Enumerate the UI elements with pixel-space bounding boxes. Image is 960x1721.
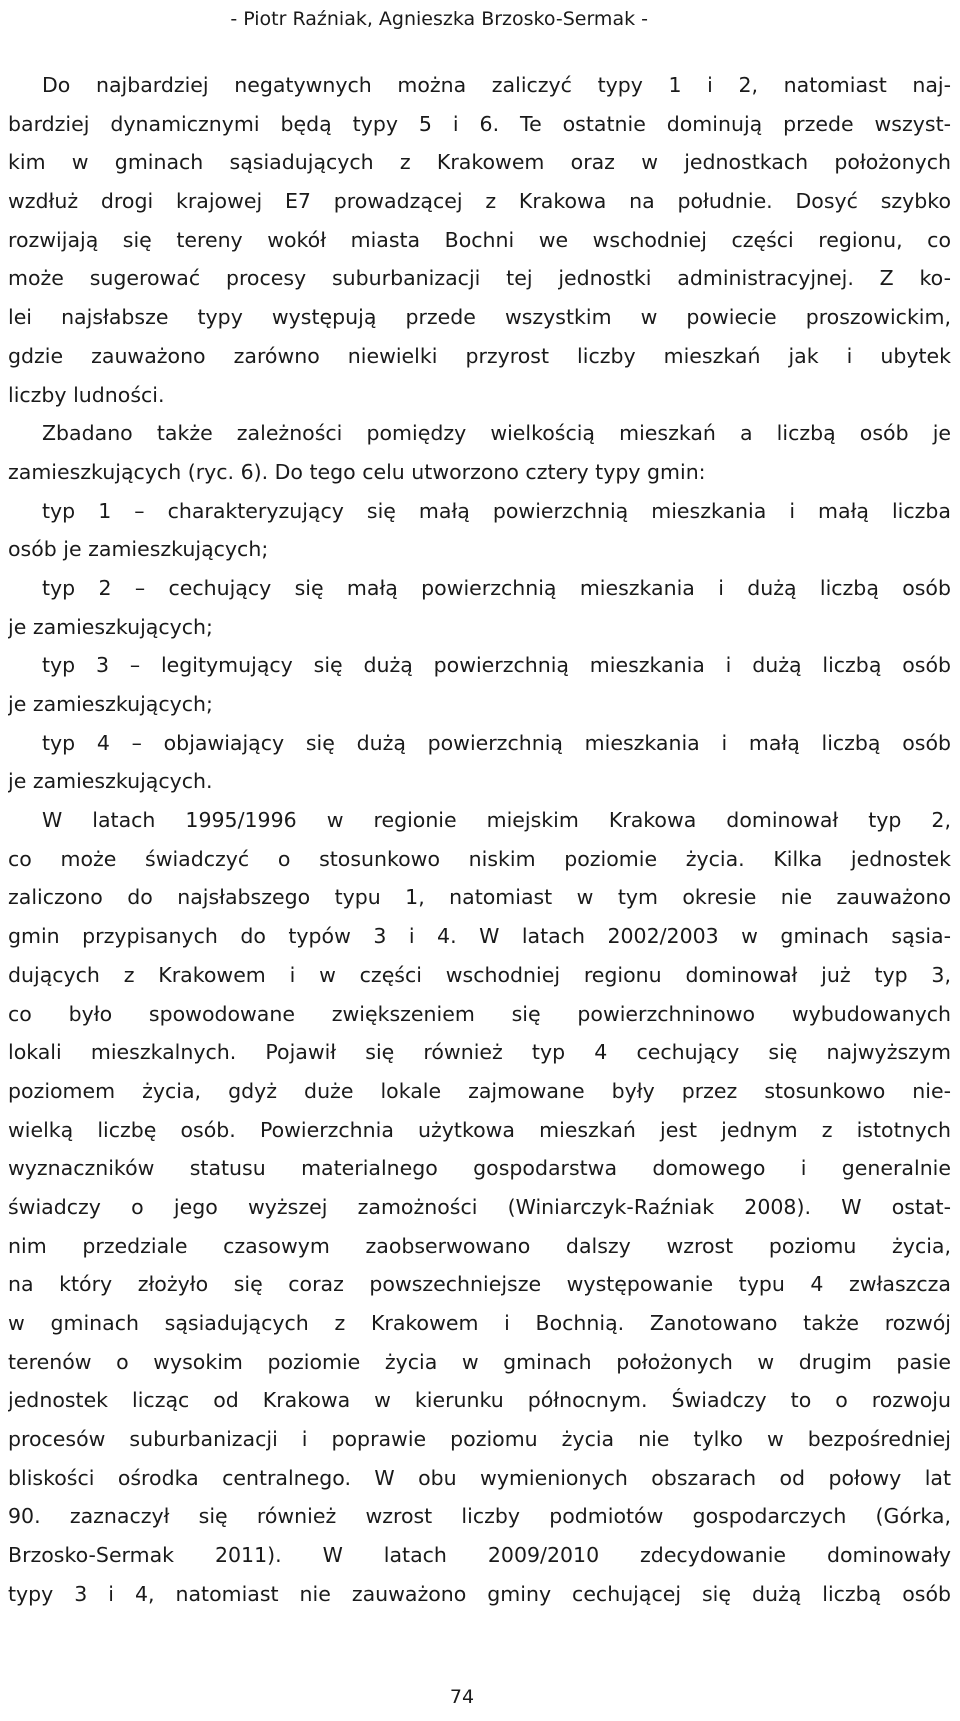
text-line: w gminach sąsiadujących z Krakowem i Bochnią. Zanotowano także rozwój: [8, 1311, 951, 1335]
text-line: Do najbardziej negatywnych można zaliczyć typy 1 i 2, natomiast naj-: [42, 73, 951, 97]
text-line: na który złożyło się coraz powszechniejsze występowanie typu 4 zwłaszcza: [8, 1272, 951, 1297]
text-line: poziomem życia, gdyż duże lokale zajmowane były przez stosunkowo nie-: [8, 1078, 951, 1103]
text-line: gmin przypisanych do typów 3 i 4. W latach 2002/2003 w gminach sąsia-: [8, 924, 951, 949]
text-line: 90. zaznaczył się również wzrost liczby podmiotów gospodarczych (Górka,: [8, 1504, 951, 1529]
text-line: nim przedziale czasowym zaobserwowano dalszy wzrost poziomu życia,: [8, 1233, 951, 1258]
text-line: rozwijają się tereny wokół miasta Bochni we wschodniej części regionu, co: [8, 227, 951, 252]
text-line: lokali mieszkalnych. Pojawił się również typ 4 cechujący się najwyższym: [8, 1040, 951, 1065]
text-line: liczby ludności.: [8, 382, 165, 407]
text-line: osób je zamieszkujących;: [8, 537, 269, 562]
text-line: wyznaczników statusu materialnego gospodarstwa domowego i generalnie: [8, 1156, 951, 1181]
text-line: może sugerować procesy suburbanizacji tej jednostki administracyjnej. Z ko-: [8, 266, 951, 291]
text-line: co może świadczyć o stosunkowo niskim poziomie życia. Kilka jednostek: [8, 846, 951, 871]
running-head: [0, 0, 960, 44]
text-line: W latach 1995/1996 w regionie miejskim Krakowa dominował typ 2,: [42, 808, 951, 833]
text-line: co było spowodowane zwiększeniem się powierzchninowo wybudowanych: [8, 1001, 951, 1026]
text-line: zaliczono do najsłabszego typu 1, natomiast w tym okresie nie zauważono: [8, 885, 951, 910]
text-line: typy 3 i 4, natomiast nie zauważono gminy cechującej się dużą liczbą osób: [8, 1581, 951, 1606]
text-line: procesów suburbanizacji i poprawie poziomu życia nie tylko w bezpośredniej: [8, 1427, 951, 1452]
page-number: 74: [449, 1686, 475, 1708]
text-line: lei najsłabsze typy występują przede wszystkim w powiecie proszowickim,: [8, 305, 951, 330]
text-line: jednostek licząc od Krakowa w kierunku północnym. Świadczy to o rozwoju: [8, 1388, 951, 1413]
text-line: terenów o wysokim poziomie życia w gminach położonych w drugim pasie: [8, 1349, 951, 1374]
text-line: Brzosko-Sermak 2011). W latach 2009/2010 zdecydowanie dominowały: [8, 1543, 951, 1568]
text-line: wielką liczbę osób. Powierzchnia użytkowa mieszkań jest jednym z istotnych: [8, 1117, 951, 1142]
text-line: wzdłuż drogi krajowej E7 prowadzącej z Krakowa na południe. Dosyć szybko: [8, 189, 951, 214]
text-line: je zamieszkujących;: [8, 614, 213, 639]
body-text: [8, 66, 951, 1614]
text-line: dujących z Krakowem i w części wschodniej regionu dominował już typ 3,: [8, 962, 951, 987]
text-line: gdzie zauważono zarówno niewielki przyrost liczby mieszkań jak i ubytek: [8, 343, 951, 368]
text-line: kim w gminach sąsiadujących z Krakowem oraz w jednostkach położonych: [8, 150, 951, 175]
text-line: typ 3 – legitymujący się dużą powierzchnią mieszkania i dużą liczbą osób: [42, 653, 951, 678]
text-line: typ 1 – charakteryzujący się małą powierzchnią mieszkania i małą liczba: [42, 498, 951, 523]
text-line: Zbadano także zależności pomiędzy wielkością mieszkań a liczbą osób je: [42, 421, 951, 446]
text-line: bliskości ośrodka centralnego. W obu wymienionych obszarach od połowy lat: [8, 1465, 951, 1490]
running-head-authors: - Piotr Raźniak, Agnieszka Brzosko-Sermak -: [230, 8, 648, 30]
text-line: typ 2 – cechujący się małą powierzchnią mieszkania i dużą liczbą osób: [42, 575, 951, 600]
text-line: świadczy o jego wyższej zamożności (Winiarczyk-Raźniak 2008). W ostat-: [8, 1194, 951, 1219]
text-line: je zamieszkujących;: [8, 692, 213, 716]
text-line: bardziej dynamicznymi będą typy 5 i 6. Te ostatnie dominują przede wszyst-: [8, 111, 951, 136]
text-line: je zamieszkujących.: [8, 769, 213, 794]
text-line: zamieszkujących (ryc. 6). Do tego celu utworzono cztery typy gmin:: [8, 459, 706, 484]
text-line: typ 4 – objawiający się dużą powierzchnią mieszkania i małą liczbą osób: [42, 730, 951, 755]
